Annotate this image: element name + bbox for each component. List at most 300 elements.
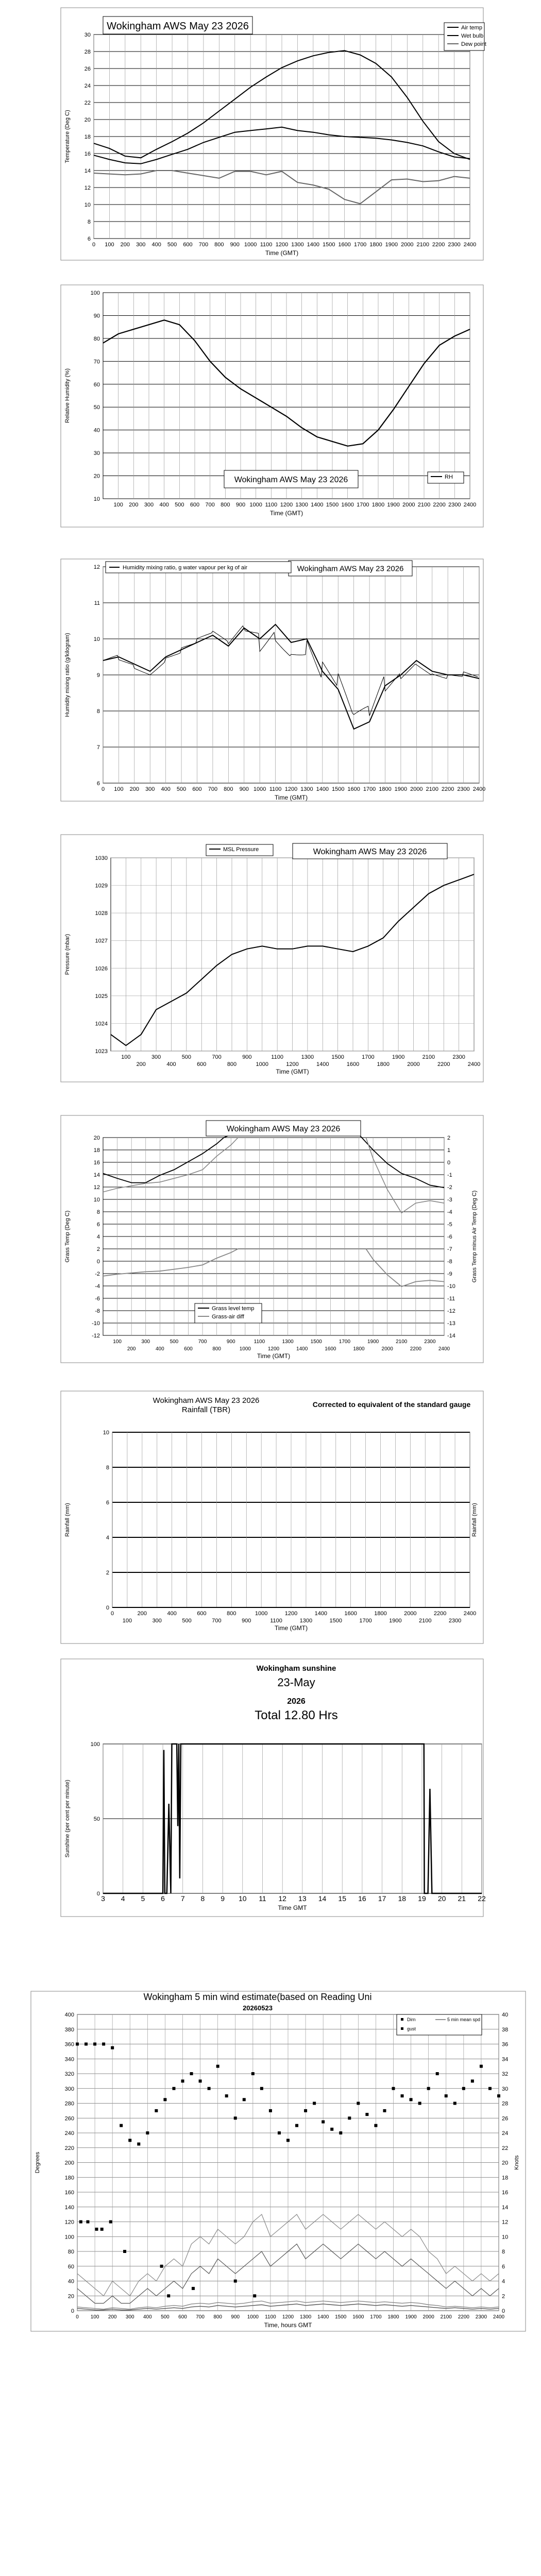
y-tick-label: 160 [64,2190,74,2196]
y2-tick-label: 0 [447,1160,451,1166]
y-tick-label: 60 [93,381,100,388]
gust-point [86,2221,89,2224]
x-tick-label: 20 [437,1894,446,1903]
y-tick-label: 28 [84,49,91,55]
y-tick-label: 100 [90,1741,100,1748]
x-tick-label: 1400 [307,242,320,248]
x-tick-label: 1900 [367,1339,379,1345]
x-tick-label: 1300 [291,242,304,248]
x-tick-label: 500 [182,1618,192,1624]
chart-title: Wokingham sunshine [256,1664,336,1673]
direction-point [163,2098,166,2101]
y-tick-label: 4 [106,1535,109,1541]
x-tick-label: 1200 [286,1061,299,1067]
x-tick-label: 900 [242,1054,252,1060]
x-tick-label: 1300 [301,1054,314,1060]
y-tick-label: 0 [71,2308,74,2314]
x-tick-label: 1800 [374,1611,387,1617]
sunshine-chart [0,1656,541,1919]
chart-title: Wokingham AWS May 23 2026 [313,848,427,856]
x-tick-label: 1500 [310,1339,322,1345]
x-tick-label: 700 [212,1618,222,1624]
direction-point [137,2143,140,2146]
x-tick-label: 1900 [392,1054,405,1060]
y-tick-label: 0 [96,1891,100,1897]
x-tick-label: 1300 [299,2314,312,2320]
x-tick-label: 2400 [463,1611,477,1617]
x-tick-label: 1500 [331,1054,344,1060]
x-tick-label: 21 [458,1894,466,1903]
direction-point [427,2087,430,2090]
x-tick-label: 1700 [363,786,376,792]
x-tick-label: 1700 [339,1339,351,1345]
x-tick-label: 6 [161,1894,165,1903]
y-tick-label: 1027 [95,938,108,944]
x-tick-label: 2100 [440,2314,452,2320]
x-tick-label: 13 [298,1894,307,1903]
x-tick-label: 2100 [422,1054,435,1060]
y2-tick-label: -2 [447,1184,452,1191]
x-tick-label: 400 [161,786,171,792]
temperature-chart [0,5,541,265]
x-tick-label: 1000 [244,242,257,248]
direction-point [286,2139,290,2142]
x-tick-label: 1500 [335,2314,347,2320]
x-tick-label: 2100 [396,1339,408,1345]
x-tick-label: 2100 [417,502,431,508]
x-tick-label: 1900 [394,786,408,792]
x-tick-label: 1500 [326,502,339,508]
direction-point [392,2087,395,2090]
y2-tick-label: -14 [447,1333,455,1339]
y-axis-label: Pressure (mbar) [64,934,71,975]
direction-point [330,2128,333,2131]
x-tick-label: 1200 [284,1611,298,1617]
y-tick-label: 30 [84,32,91,38]
x-tick-label: 1000 [249,502,262,508]
x-tick-label: 1600 [338,242,351,248]
x-tick-label: 900 [226,1339,235,1345]
x-tick-label: 1700 [353,242,367,248]
x-tick-label: 9 [221,1894,225,1903]
humidity-chart-panel [0,282,541,535]
x-tick-label: 17 [378,1894,386,1903]
gust-point [160,2265,163,2268]
y-tick-label: 20 [93,473,100,480]
y2-tick-label: 2 [447,1135,451,1141]
gust-point [167,2294,170,2297]
x-tick-label: 600 [183,242,193,248]
chart-note: Corrected to equivalent of the standard gauge [312,1400,471,1409]
y2-tick-label: 30 [502,2086,509,2092]
x-tick-label: 100 [113,1339,122,1345]
direction-point [208,2087,211,2090]
x-tick-label: 600 [192,786,202,792]
x-tick-label: 2200 [433,1611,447,1617]
y-tick-label: 300 [64,2086,74,2092]
direction-point [102,2043,105,2046]
x-tick-label: 300 [144,502,154,508]
x-tick-label: 2100 [416,242,429,248]
x-tick-label: 1600 [344,1611,357,1617]
x-tick-label: 1400 [316,786,329,792]
chart-subtitle: Rainfall (TBR) [181,1405,231,1414]
x-tick-label: 500 [181,1054,192,1060]
x-axis-label: Time, hours GMT [264,2321,312,2329]
y-tick-label: 120 [64,2219,74,2226]
y2-tick-label: -8 [447,1259,452,1265]
direction-point [348,2116,351,2120]
y-tick-label: 280 [64,2100,74,2107]
direction-point [155,2109,158,2112]
y-tick-label: 7 [96,744,100,751]
x-tick-label: 1500 [329,1618,342,1624]
x-tick-label: 1000 [239,1346,251,1352]
y-tick-label: 30 [93,450,100,457]
x-tick-label: 2000 [402,502,415,508]
y-tick-label: 100 [90,290,100,296]
x-tick-label: 700 [196,2314,205,2320]
legend-entry: gust [407,2026,416,2031]
y-tick-label: 70 [93,359,100,365]
y2-tick-label: 22 [502,2145,509,2151]
x-tick-label: 1300 [300,786,313,792]
direction-point [111,2046,114,2049]
x-tick-label: 1700 [357,502,369,508]
legend-entry: Grass level temp [212,1306,255,1312]
rainfall-chart-panel [0,1388,541,1649]
x-tick-label: 22 [478,1894,486,1903]
x-tick-label: 1600 [347,786,360,792]
x-tick-label: 800 [212,1346,222,1352]
y2-tick-label: -11 [447,1296,455,1302]
x-axis-label: Time GMT [278,1904,307,1911]
y2-tick-label: 1 [447,1147,451,1154]
x-tick-label: 800 [227,1061,237,1067]
y-tick-label: 8 [106,1465,109,1471]
direction-point [172,2087,175,2090]
x-tick-label: 200 [136,1061,146,1067]
y-tick-label: 2 [96,1246,100,1252]
x-tick-label: 600 [190,502,200,508]
x-tick-label: 200 [127,1346,136,1352]
x-tick-label: 500 [167,242,177,248]
x-tick-label: 800 [227,1611,236,1617]
x-tick-label: 200 [120,242,130,248]
x-tick-label: 2000 [410,786,423,792]
y-tick-label: 50 [93,404,100,411]
x-tick-label: 100 [105,242,114,248]
y-tick-label: 240 [64,2130,74,2137]
y-axis-label: Relative Humidity (%) [64,368,71,423]
direction-point [462,2087,465,2090]
y-tick-label: 26 [84,66,91,72]
y-tick-label: 90 [93,313,100,319]
direction-point [225,2094,228,2097]
direction-point [304,2109,307,2112]
grass-temperature-chart [0,1113,541,1370]
x-tick-label: 1800 [369,242,382,248]
chart-title: Wokingham AWS May 23 2026 [226,1125,341,1133]
x-tick-label: 4 [121,1894,125,1903]
chart-title: Wokingham AWS May 23 2026 [297,564,404,573]
y2-tick-label: 24 [502,2130,509,2137]
x-tick-label: 1100 [269,786,282,792]
x-tick-label: 300 [152,1618,162,1624]
x-tick-label: 2300 [452,1054,465,1060]
y-tick-label: 40 [67,2278,74,2285]
x-tick-label: 700 [212,1054,222,1060]
x-tick-label: 800 [221,502,230,508]
x-tick-label: 2200 [410,1346,421,1352]
y2-tick-label: 8 [502,2249,505,2255]
gust-point [109,2221,112,2224]
x-tick-label: 800 [213,2314,223,2320]
direction-point [84,2043,88,2046]
x-tick-label: 2200 [458,2314,469,2320]
x-tick-label: 500 [161,2314,170,2320]
y-tick-label: 14 [93,1172,100,1178]
y2-tick-label: 36 [502,2041,509,2048]
x-tick-label: 1000 [255,1611,268,1617]
x-tick-label: 2100 [426,786,438,792]
x-axis-label: Time (GMT) [274,794,308,801]
direction-point [410,2098,413,2101]
x-tick-label: 900 [235,502,246,508]
y2-tick-label: 18 [502,2175,509,2181]
legend-entry: Air temp [461,25,482,31]
x-tick-label: 700 [208,786,218,792]
x-tick-label: 1000 [256,1061,268,1067]
x-tick-label: 0 [110,1611,114,1617]
y-tick-label: 10 [93,636,100,642]
y-tick-label: 12 [84,185,91,191]
y-tick-label: 140 [64,2204,74,2211]
y-tick-label: 16 [93,1160,100,1166]
x-tick-label: 3 [101,1894,105,1903]
y-tick-label: 8 [87,219,91,225]
x-tick-label: 400 [159,502,169,508]
y-tick-label: 4 [96,1234,100,1240]
y-tick-label: 6 [87,236,91,242]
x-tick-label: 1600 [325,1346,336,1352]
x-tick-label: 7 [180,1894,185,1903]
direction-point [278,2131,281,2134]
sunshine-chart-panel [0,1656,541,1919]
x-tick-label: 2300 [457,786,470,792]
x-tick-label: 100 [90,2314,99,2320]
direction-point [199,2079,202,2082]
y-tick-label: 18 [84,134,91,140]
direction-point [93,2043,96,2046]
wind-chart [0,1989,541,2339]
x-tick-label: 2400 [467,1061,481,1067]
x-tick-label: 1600 [346,1061,360,1067]
y-tick-label: 1025 [95,993,108,999]
direction-point [339,2131,342,2134]
x-tick-label: 1400 [317,2314,329,2320]
mixing-ratio-chart [0,556,541,806]
y2-tick-label: 0 [502,2308,505,2314]
y-tick-label: 10 [84,202,91,208]
y2-tick-label: 4 [502,2278,505,2285]
x-tick-label: 2300 [475,2314,487,2320]
x-tick-label: 0 [92,242,96,248]
pressure-chart-panel [0,832,541,1084]
gust-point [123,2250,126,2253]
x-tick-label: 19 [418,1894,426,1903]
x-tick-label: 200 [129,502,139,508]
x-tick-label: 0 [76,2314,79,2320]
x-tick-label: 300 [136,242,146,248]
y2-tick-label: 38 [502,2026,509,2033]
y-tick-label: 18 [93,1147,100,1154]
y-tick-label: 10 [93,1197,100,1203]
x-tick-label: 1000 [253,786,266,792]
chart-title: Wokingham AWS May 23 2026 [107,21,249,32]
pressure-chart [0,832,541,1084]
direction-point [295,2124,298,2127]
x-axis-label: Time (GMT) [269,510,303,517]
y-tick-label: 11 [94,600,100,606]
x-tick-label: 600 [184,1346,193,1352]
direction-point [313,2102,316,2105]
x-tick-label: 1400 [311,502,324,508]
legend-entry: Dirn [407,2017,416,2022]
y2-tick-label: 10 [502,2234,509,2241]
x-tick-label: 1900 [389,1618,402,1624]
chart-title: Wokingham 5 min wind estimate(based on Reading Uni [143,1992,372,2002]
y-tick-label: 14 [84,168,91,174]
x-tick-label: 1500 [332,786,345,792]
x-tick-label: 1100 [265,502,278,508]
x-tick-label: 1300 [282,1339,294,1345]
x-tick-label: 1300 [299,1618,313,1624]
gust-point [95,2228,98,2231]
y-tick-label: 380 [64,2026,74,2033]
y-tick-label: 12 [93,1184,100,1191]
x-tick-label: 8 [200,1894,205,1903]
y-tick-label: 320 [64,2071,74,2077]
y-tick-label: 1029 [95,883,108,889]
direction-point [269,2109,272,2112]
x-tick-label: 1800 [379,786,392,792]
x-tick-label: 300 [125,2314,134,2320]
x-tick-label: 2400 [463,242,477,248]
x-tick-label: 1400 [316,1061,329,1067]
direction-point [146,2131,149,2134]
direction-point [216,2065,219,2068]
y2-tick-label: -13 [447,1320,455,1327]
x-tick-label: 2400 [472,786,486,792]
x-tick-label: 1100 [260,242,273,248]
y2-tick-label: 2 [502,2293,505,2300]
x-tick-label: 11 [259,1894,266,1903]
legend-entry: Humidity mixing ratio, g water vapour per kg of air [123,565,248,571]
legend-entry: Dew point [461,41,486,47]
y-tick-label: 1030 [95,855,108,861]
x-tick-label: 2300 [448,1618,462,1624]
gust-point [192,2287,195,2290]
x-tick-label: 1800 [353,1346,365,1352]
grass-chart-panel [0,1113,541,1370]
y2-tick-label: -1 [447,1172,452,1178]
x-tick-label: 2200 [441,786,454,792]
direction-point [480,2065,483,2068]
x-tick-label: 2300 [448,502,461,508]
x-tick-label: 1900 [405,2314,417,2320]
y-tick-label: 20 [84,117,91,123]
x-axis-label: Time (GMT) [276,1068,309,1075]
legend-entry: MSL Pressure [223,846,259,853]
legend-entry: Grass-air diff [212,1314,244,1320]
y-tick-label: 360 [64,2041,74,2048]
y-axis-label: Humidity mixing ratio (g/kilogram) [64,633,71,717]
y-axis-label: Rainfall (mm) [64,1503,71,1537]
x-tick-label: 400 [143,2314,152,2320]
x-tick-label: 1100 [270,1618,282,1624]
y2-tick-label: -10 [447,1283,455,1290]
direction-point [471,2079,474,2082]
x-tick-label: 400 [155,1346,164,1352]
direction-point [251,2072,255,2075]
y-tick-label: 1024 [95,1021,108,1027]
direction-point [76,2043,79,2046]
y2-axis-label: Rainfall (mm) [471,1503,478,1537]
y2-tick-label: -5 [447,1222,452,1228]
chart-year: 2026 [287,1697,306,1706]
y-tick-label: 20 [93,1135,100,1141]
y-axis-label: Sunshine (per cent per minute) [64,1780,71,1858]
x-tick-label: 1100 [253,1339,265,1345]
y-tick-label: 260 [64,2115,74,2122]
x-tick-label: 1600 [352,2314,364,2320]
direction-point [120,2124,123,2127]
x-tick-label: 1700 [359,1618,372,1624]
chart-subtitle: 20260523 [243,2004,273,2012]
x-tick-label: 100 [122,1618,132,1624]
direction-point [401,2094,404,2097]
y2-tick-label: 16 [502,2190,509,2196]
y-tick-label: 8 [96,708,100,715]
x-tick-label: 200 [129,786,140,792]
y-tick-label: 24 [84,83,91,89]
x-tick-label: 1300 [295,502,308,508]
y-tick-label: 80 [93,335,100,342]
y-tick-label: 10 [93,496,100,502]
x-tick-label: 12 [278,1894,286,1903]
y2-tick-label: 32 [502,2071,509,2077]
y-tick-label: 2 [106,1570,109,1576]
x-tick-label: 0 [101,786,105,792]
direction-point [383,2109,386,2112]
y-tick-label: 1023 [95,1048,108,1055]
y2-tick-label: 14 [502,2204,509,2211]
y2-tick-label: -7 [447,1246,452,1252]
y-tick-label: -6 [95,1296,100,1302]
x-tick-label: 400 [151,242,161,248]
x-tick-label: 700 [198,242,209,248]
y-tick-label: -8 [95,1308,100,1314]
y-tick-label: 100 [64,2234,74,2241]
y-tick-label: 0 [96,1259,100,1265]
x-tick-label: 1400 [314,1611,328,1617]
x-tick-label: 800 [224,786,233,792]
direction-point [418,2102,421,2105]
y2-tick-label: -3 [447,1197,452,1203]
x-tick-label: 1800 [377,1061,390,1067]
relative-humidity-chart [0,282,541,535]
